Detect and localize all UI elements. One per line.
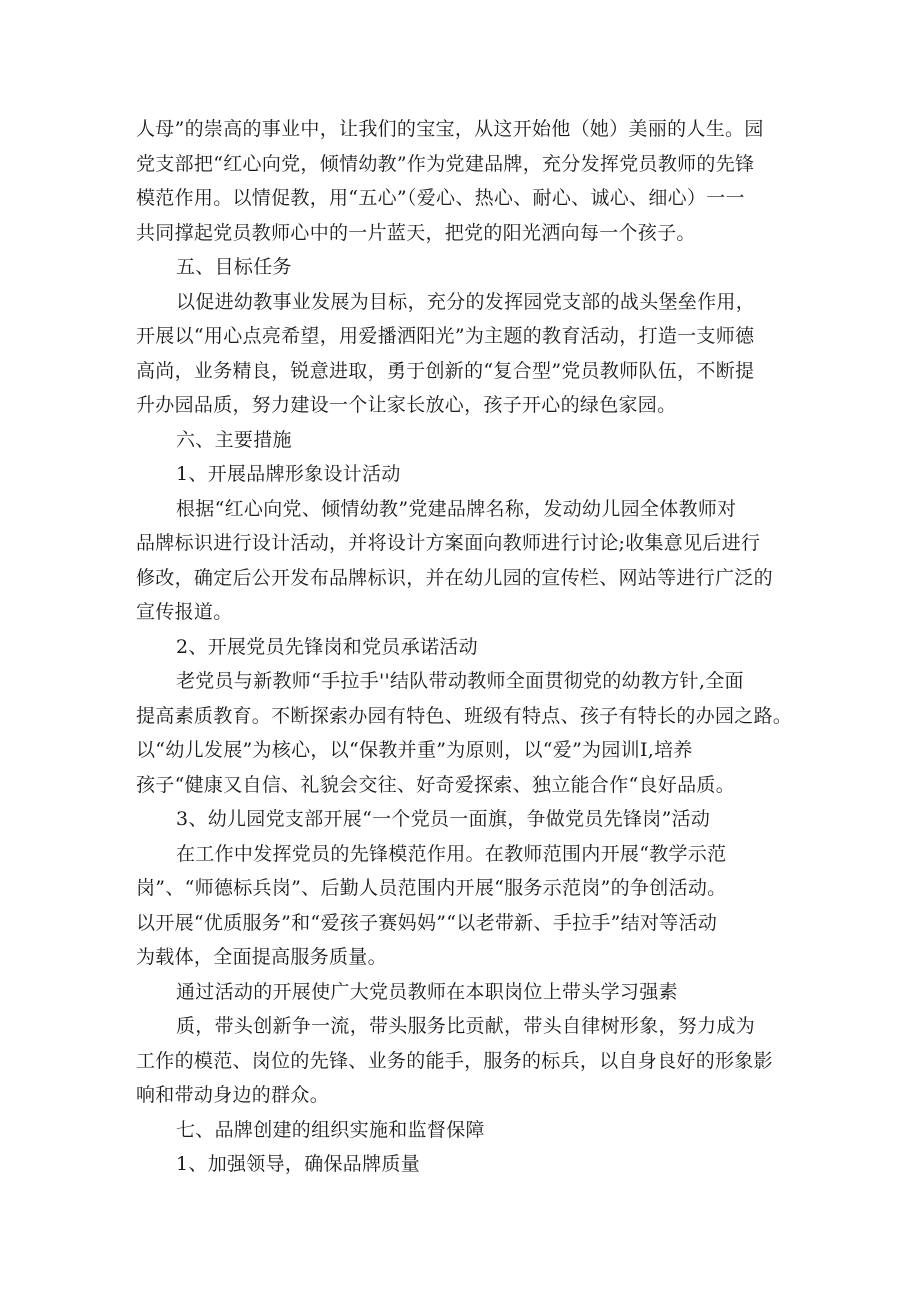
text-line: 以“幼儿发展”为核心，以“保教并重”为原则，以“爱”为园训I,培养 [136, 739, 693, 761]
document-body [136, 112, 816, 1182]
text-line: 六、主要措施 [176, 428, 292, 451]
text-line: 开展以“用心点亮希望，用爱播洒阳光”为主题的教育活动，打造一支师德 [136, 325, 755, 347]
text-line: 老党员与新教师“手拉手''结队带动教师全面贯彻党的幼教方针,全面 [176, 670, 744, 692]
text-line: 根据“红心向党、倾情幼教”党建品牌名称，发动幼儿园全体教师对 [176, 497, 737, 520]
text-line: 人母”的崇高的事业中，让我们的宝宝，从这开始他（她）美丽的人生。园 [136, 118, 764, 140]
text-line: 以促进幼教事业发展为目标，充分的发挥园党支部的战头堡垒作用， [176, 290, 756, 313]
text-line: 提高素质教育。不断探索办园有特色、班级有特点、孩子有特长的办园之路。 [136, 704, 793, 727]
text-line: 工作的模范、岗位的先锋、业务的能手，服务的标兵，以自身良好的形象影 [136, 1049, 773, 1072]
text-line: 升办园品质，努力建设一个让家长放心，孩子开心的绿色家园。 [136, 394, 677, 416]
text-line: 1、开展品牌形象设计活动 [176, 463, 401, 485]
text-line: 模范作用。以情促教，用“五心”（爱心、热心、耐心、诚心、细心）一一 [136, 187, 745, 209]
text-line: 质，带头创新争一流，带头服务比贡献，带头自律树形象，努力成为 [176, 1015, 756, 1037]
text-line: 1、加强领导，确保品牌质量 [176, 1153, 420, 1175]
text-line: 修改，确定后公开发布品牌标识，并在幼儿园的宣传栏、网站等进行广泛的 [136, 566, 773, 589]
text-line: 在工作中发挥党员的先锋模范作用。在教师范围内开展“教学示范 [176, 842, 727, 865]
text-line: 响和带动身边的群众。 [136, 1084, 330, 1106]
text-line: 宣传报道。 [136, 601, 233, 623]
text-line: 党支部把“红心向党，倾情幼教”作为党建品牌，充分发挥党员教师的先锋 [136, 152, 755, 175]
text-line: 3、幼儿园党支部开展“一个党员一面旗，争做党员先锋岗”活动 [176, 808, 711, 830]
text-line: 以开展“优质服务”和“爱孩子赛妈妈”“以老带新、手拉手”结对等活动 [136, 911, 718, 934]
text-line: 2、开展党员先锋岗和党员承诺活动 [176, 635, 478, 658]
text-line: 为载体，全面提高服务质量。 [136, 946, 387, 968]
text-line: 五、目标任务 [176, 256, 292, 278]
text-line: 七、品牌创建的组织实施和监督保障 [176, 1118, 485, 1141]
text-line: 品牌标识进行设计活动，并将设计方案面向教师进行讨论;收集意见后进行 [136, 532, 761, 554]
text-line: 孩子“健康又自信、礼貌会交往、好奇爱探索、独立能合作“良好品质。 [136, 773, 736, 796]
text-line: 岗”、“师德标兵岗”、后勤人员范围内开展“服务示范岗”的争创活动。 [136, 877, 727, 899]
text-line: 共同撑起党员教师心中的一片蓝天，把党的阳光洒向每一个孩子。 [136, 221, 696, 244]
text-line: 通过活动的开展使广大党员教师在本职岗位上带头学习强素 [176, 980, 678, 1003]
text-line: 高尚，业务精良，锐意进取，勇于创新的“复合型”党员教师队伍，不断提 [136, 359, 755, 382]
